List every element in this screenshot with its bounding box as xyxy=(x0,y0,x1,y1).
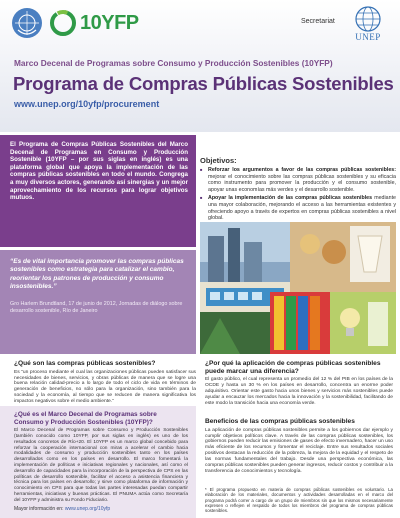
section-heading: ¿Qué son las compras públicas sostenibles? xyxy=(14,360,156,367)
more-info-link[interactable]: www.unep.org/10yfp xyxy=(64,505,111,512)
what-are-sustainable-procurement-section xyxy=(14,360,196,405)
section-text: El Marco Decenal de Programas sobre Consumo y Producción Sostenibles (también conocido como 10YFP, por sus siglas en inglés) es uno de los resultados concretos de Río+20. El 10YFP es un marco global concebido para reforzar la cooperación internacional con miras a acelerar el cambio hacia modalidades de consumo y producción sostenibles tanto en los países desarrollados como en los países en desarrollo. El marco fomentará la implementación de políticas e iniciativas regionales y nacionales, así como el desarrollo de capacidades para la incorporación de la perspectiva de CPS en las políticas de desarrollo sostenible, facilitar el acceso a asistencia financiera y técnica para los países en desarrollo; y sirve como plataforma de información y conocimiento en CPS para que todas las partes interesadas puedan compartir herramientas, iniciativas y buenas prácticas. El PNUMA actúa como Secretaría del 10YFP y administra su Fondo Fiduciario. xyxy=(14,428,188,503)
footnote: * El programa propuesto en materia de compras públicas sostenibles es voluntario. La elaboración de los materiales, documentos y actividades desarrolladas en el marco del programa podrá correr a cargo de un grupo de miembros sin que los mismos necesariamente expresen o reflejen el respaldo de todos los miembros del programa de compras públicas sostenibles. xyxy=(205,487,393,514)
unep-logo xyxy=(346,6,390,46)
secretariat-label: Secretariat xyxy=(301,18,335,25)
10yfp-logo xyxy=(48,6,139,40)
quote-text: “Es de vital importancia promover las compras públicas sostenibles como estrategia para catalizar el cambio, reorientar los patrones de producción y consumo insostenibles.” xyxy=(10,258,184,291)
10yfp-info-box xyxy=(0,406,196,518)
objective-lead: Apoyar la implementación de las compras públicas sostenibles xyxy=(208,195,373,202)
why-procurement-matters-section xyxy=(205,360,393,407)
objective-text: mejorar el conocimiento sobre las compras públicas sostenibles y su eficacia como instrumento para promover la producción y el consumo sostenible, apoyar unas economías más verdes y el desarrollo sostenible. xyxy=(208,173,396,193)
section-text: El gasto público, el cual representa un promedio del 12 % del PIB en los países de la OCDE y hasta un 30 % en los países en desarrollo, concentra un enorme poder adquisitivo. Orientar este gasto hacia unos bienes y servicios más sostenibles puede ayudar a encauzar los mercados hacia la innovación y la sostenibilidad, facilitando de este modo la transición hacia una economía verde. xyxy=(205,377,393,406)
unep-logo-text: UNEP xyxy=(355,32,381,42)
section-text: Es “un proceso mediante el cual las organizaciones públicas pueden satisfacer sus necesidades de bienes, servicios, y obras públicas de manera que se logre una buena relación calidad-precio a lo largo de todo el ciclo de vida en términos de generación de beneficios, no sólo para la organización, sino también para la sociedad y la economía, al tiempo que se reducen de manera significativa los impactos negativos sobre el medio ambiente.” xyxy=(14,369,196,405)
objective-item xyxy=(200,167,396,193)
objective-text: mediante una mayor colaboración, mejorando el acceso a las herramientas existentes y ofreciendo apoyo a través de expertos en compras públicas sostenibles a nivel global. xyxy=(208,195,396,222)
page-title: Programa de Compras Públicas Sostenibles xyxy=(13,73,394,94)
10yfp-ring-icon xyxy=(48,8,78,38)
quote-source: Gro Harlem Brundtland, 17 de junio de 2012, Jornadas de diálogo sobre desarrollo sostenible, Río de Janeiro xyxy=(10,300,183,314)
more-info-line xyxy=(14,507,188,513)
objectives-list xyxy=(200,167,396,222)
quote-box xyxy=(0,250,196,354)
header xyxy=(0,0,400,132)
section-heading: Beneficios de las compras públicas sostenibles xyxy=(205,418,355,425)
collage-photo xyxy=(200,222,396,354)
intro-box xyxy=(0,135,196,247)
collage-photo-image xyxy=(200,222,396,354)
objective-lead: Reforzar los argumentos a favor de las compras públicas sostenibles: xyxy=(208,167,396,173)
objective-item xyxy=(200,195,396,221)
unep-globe-icon xyxy=(355,6,381,32)
benefits-section xyxy=(205,418,393,475)
more-info-label: Mayor información en: xyxy=(14,505,65,512)
section-heading: ¿Qué es el Marco Decenal de Programas sobre Consumo y Producción Sostenibles (10YFP)? xyxy=(14,411,157,426)
intro-text: El Programa de Compras Públicas Sostenibles del Marco Decenal de Programas en Consumo y Producción Sostenible (10YFP – por sus siglas en inglés) es una plataforma global que apoya la implementación de las compras públicas sostenibles en todo el mundo. Congrega a muy diversos actores, generando así sinergias y un mejor aprovechamiento de los recursos para lograr objetivos mutuos. xyxy=(10,141,188,202)
section-heading: ¿Por qué la aplicación de compras públicas sostenibles puede marcar una diferencia? xyxy=(205,360,381,375)
un-emblem-icon xyxy=(12,8,42,38)
objectives-heading: Objetivos: xyxy=(200,156,237,165)
section-text: La aplicación de compras públicas sostenibles permite a los gobiernos dar ejemplo y cumplir objetivos políticos clave. A través de las compras públicas sostenibles, los gobiernos pueden reducir las emisiones de gases de efecto invernadero, hacer un uso más eficiente de los recursos y fomentar el reciclaje. Entre sus resultados sociales positivos destacan la reducción de la pobreza, la mejora de la equidad y el respeto de las normas fundamentales del trabajo. Desde una perspectiva económica, las compras públicas sostenibles pueden generar ingresos, reducir costos y contribuir a la transferencia de conocimientos y tecnología. xyxy=(205,427,393,474)
objectives-section xyxy=(200,156,396,224)
page-subtitle: Marco Decenal de Programas sobre Consumo y Producción Sostenibles (10YFP) xyxy=(14,58,333,68)
10yfp-logo-text: 10YFP xyxy=(80,11,139,34)
program-url-link[interactable]: www.unep.org/10yfp/procurement xyxy=(14,99,160,109)
